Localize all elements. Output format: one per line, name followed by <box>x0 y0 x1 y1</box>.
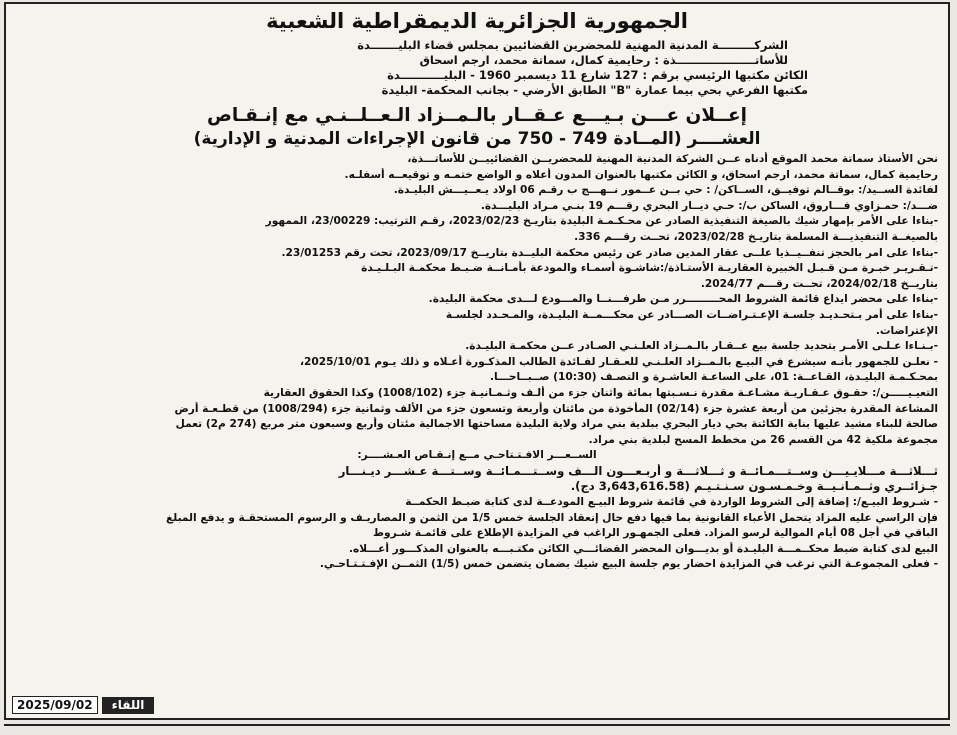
body-line: - نعلـن للجمهور بأنـه سيشرع في البيـع بالـمــزاد العلـنـي للعـقـار لفـائدة الطالب المذكـورة أعـلاه و ذلك يـوم 2025/10/01، <box>299 355 938 368</box>
body-line: التعيـيـــــن/: حقـوق عـقـاريـة مشـاعـة مقدرة نـسـبتها بمائة واثنان جزء من ألـف وثـمـانيـة جزء (1008/102) وكذا الحقوق العقارية <box>263 386 938 399</box>
body-line: -بناءا على الأمر بإمهار شيك بالصيغة التنفيذية الصادر عن محـكـمـة البليدة بتاريـخ 2023/02/23، رقـم الترتيب: 23/00229، الممهور <box>265 215 938 228</box>
body-line: الباقي في أجل 08 أيام الموالية لرسو المزاد. فعلى الجمهـور الراغب في المزايدة الإطلاع على قائمـة شـروط <box>373 527 938 540</box>
body-line: -بـنـاءا عـلـى الأمـر بتحديد جلسة بيع عــقـار بالـمــزاد العلـنـي الصـادر عــن محكمـة البليـدة. <box>465 340 938 353</box>
body-line: -بناءا على محضر ايداع قائمة الشروط المحـــــــــرر مـن طرفـــنــا والمـــودع لـــدى محكمة البليدة. <box>428 293 938 306</box>
publication-date: 2025/09/02 <box>12 696 98 714</box>
opening-price-words: ثـــلاثـــة مـــلايـيـــن وســتـــمـائــة و ثـــلاثـــة و أربـعـــون الـــف وســتـــمـائــة وســتـــة عـشـــر ديـنـــار <box>338 463 938 478</box>
body-line: بمحـكـمـة البليـدة، القـاعــة: 01، على الساعـة العاشـرة و النصـف (10:30) صــبــاحـــا. <box>489 371 938 384</box>
body-line: - فعلى المجموعـة التي ترغب في المزايدة احضار يوم جلسة البيع شيك بضمان يتضمن خمس (1/5) الثمــن الإفـتـتـاحـي. <box>319 558 938 571</box>
bottom-divider <box>4 724 950 732</box>
body-line: لفائدة الســيد/: بوقــالم توفيــق، الســاكن/ : حي بــن عــمور نــهـــج ب رقـم 06 اولاد يـعــيـــش البليـدة. <box>393 184 938 197</box>
branch-office-address: مكتبها الفرعي بحي بيما عمارة "B" الطابق الأرضي - بجانب المحكمة- البليدة <box>381 83 808 97</box>
body-line: صالحة للبناء مشيد عليها بناية الكائنة بحي ديار البحري ببلدية بني مراد ولاية البليدة مساحتها الاجمالية مئتان وأربع وسبعون متر مربع (274 م2) تعمل <box>175 418 938 431</box>
notice-title: إعــلان عـــن بـيـــع عـقــار بالـمــزاد الـعــلــنـي مع إنـقـاص <box>207 105 747 126</box>
opening-price-amount: جـزائــري وثــمـانـيــة وخـمـسـون سـنـتـيـم (3,643,616.58 دج). <box>570 479 938 494</box>
company-name: الشركـــــــــة المدنية المهنية للمحضرين القضائيين بمجلس قضاء البليـــــــدة <box>357 38 788 52</box>
body-line: ضـــد/: حمـزاوي فـــاروق، الساكن ب/: حـي ديــار البحري رقـــم 19 بنـي مـراد البليـــدة. <box>480 199 938 212</box>
partners-line: للأساتــــــــــــــــــــذة : رحايمية كمال، سماتة محمد، ارجم اسحاق <box>419 53 788 67</box>
publication-footer <box>12 696 154 714</box>
body-line: -تـقـريـر خبـرة مـن قـبـل الخبيرة العقاريـة الأستـاذة/:شاشـوة أسمـاء والمودعة بأمـانــة ضـبـط محكمـة البـلـيـدة <box>361 262 938 275</box>
main-office-address: الكائن مكتبها الرئيسي برقم : 127 شارع 11 ديسمبر 1960 - البليـــــــــــدة <box>387 68 808 82</box>
body-line: رحايمية كمال، سماتة محمد، ارجم اسحاق، و الكائن مكتبها بالعنوان المدون أعلاه و الواضع ختمـه و توقيعــه أسفلـه. <box>344 168 938 181</box>
notice-subtitle: العشــــر (المــادة 749 - 750 من قانون الإجراءات المدنية و الإدارية) <box>193 129 761 149</box>
legal-notice-sheet <box>4 2 950 720</box>
notice-body <box>16 152 938 573</box>
body-line: مجموعة ملكية 42 من القسم 26 من مخطط المسح لبلدية بني مراد. <box>588 433 938 446</box>
body-line: البيع لدى كتابة ضبط محكــمـــة البليـدة أو بديـــوان المحضر القضائـــي الكائن مكتـبـــه بالعنوان المذكـــور أعـــلاه. <box>348 542 938 555</box>
body-line: بالصيغــة التنفيذيـــة المسلمة بتاريـخ 2023/02/28، تحــت رقـــم 336. <box>574 230 938 243</box>
body-line: -بناءا على امر بالحجز تنفــيــذيا علــى عقار المدين صادر عن رئيس محكمة البليــدة بتاريــخ 2023/09/17، تحت رقم 23/01253. <box>281 246 938 259</box>
body-line: فإن الراسي عليه المزاد يتحمل الأعباء القانونية بما فيها دفع حال إنعقاد الجلسة خمس 1/5 من الثمن و المصاريـف و الرسوم المستحقـة و يدفع المبلغ <box>166 511 938 524</box>
opening-price-heading: الســعـــر الافـتـتاحـي مــع إنـقـاص العـشــــر: <box>357 449 597 462</box>
body-line: الإعتراضات. <box>875 324 938 337</box>
republic-title: الجمهورية الجزائرية الديمقراطية الشعبية <box>266 9 688 33</box>
newspaper-name: اللقاء <box>102 697 155 714</box>
body-line: نحن الأستاذ سماتة محمد الموقع أدناه عــن الشركة المدنية المهنية للمحضريــن القضائييــن للأساتـــذة، <box>407 153 938 165</box>
body-line: المشاعة المقدرة بجزئين من أربعة عشرة جزء (02/14) المأخوذة من مائتان وأربعة وتسعون جزء من الألف وثمانية جزء (1008/294) من قطـعـة أرض <box>174 402 938 415</box>
body-line: - شـروط البيـع/: إضافة إلى الشروط الواردة في قائمة شروط البيـع المودعــة لدى كتابة ضبـط الحكمــة <box>405 496 938 509</box>
body-line: بتاريــخ 2024/02/18، تحــت رقـــم 2024/77. <box>700 277 938 290</box>
body-line: -بناءا على أمر بـتحـديـد جلسـة الإعـتـراضــات الصـــادر عن محكـــمــة البليـدة، والمـحـدد لجلسـة <box>445 308 938 321</box>
